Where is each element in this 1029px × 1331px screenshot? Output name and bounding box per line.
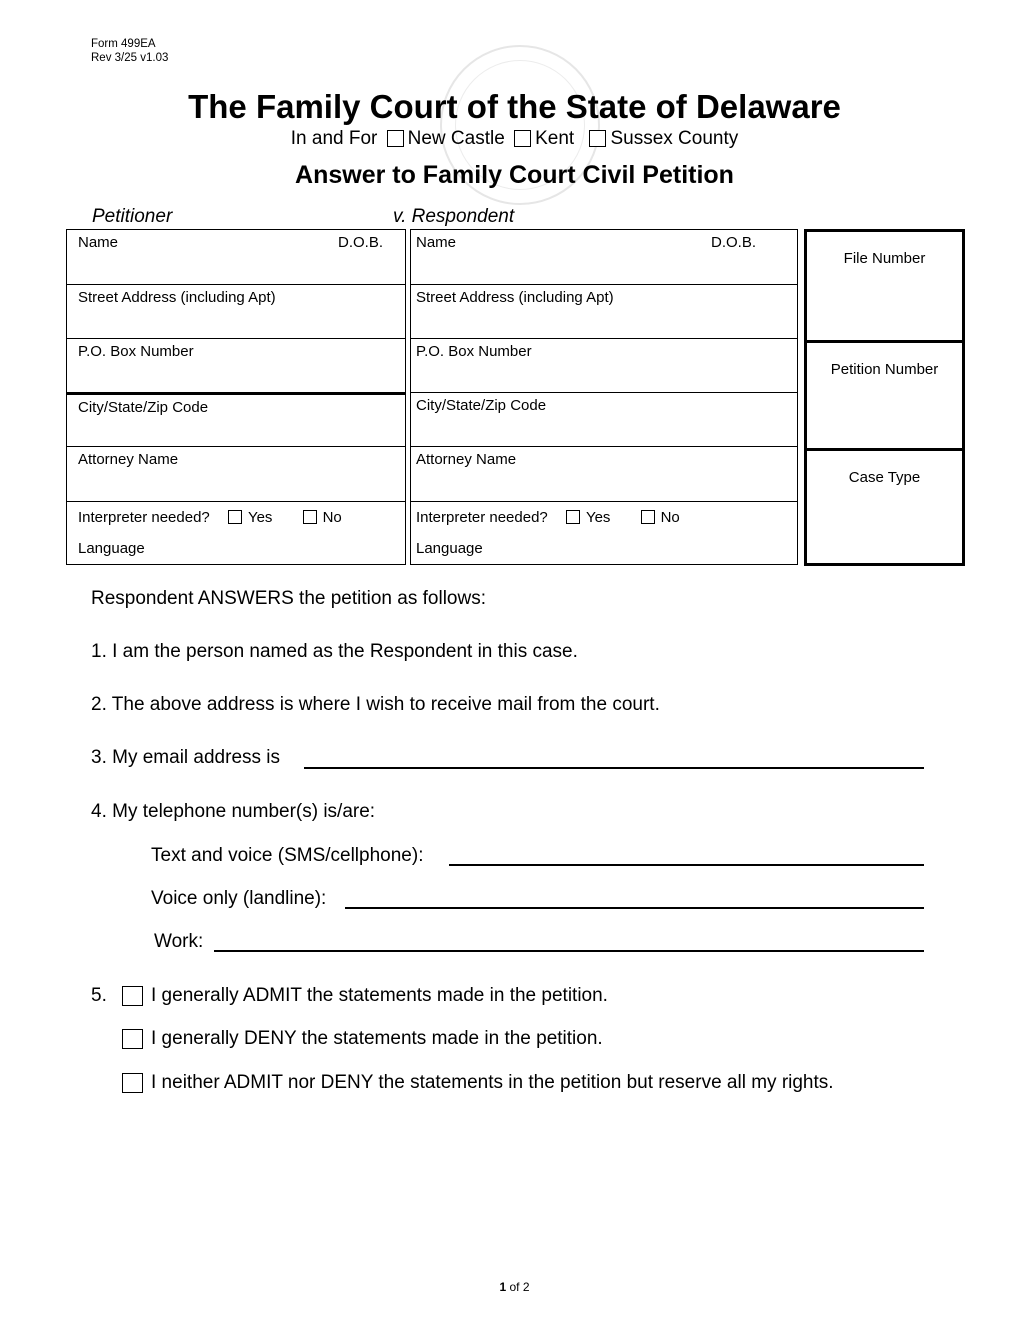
current-page: 1: [499, 1280, 507, 1294]
petitioner-attorney-field[interactable]: [67, 446, 405, 501]
attorney-label: Attorney Name: [416, 451, 517, 468]
respondent-interpreter-no-checkbox[interactable]: [641, 510, 655, 524]
form-number: Form 499EA: [91, 38, 156, 50]
form-revision: Rev 3/25 v1.03: [91, 52, 169, 64]
item-5-number: 5.: [91, 985, 107, 1006]
page-total: of 2: [509, 1280, 530, 1294]
file-number-field[interactable]: [807, 232, 962, 340]
street-label: Street Address (including Apt): [78, 289, 276, 306]
work-phone-input-line[interactable]: [214, 950, 924, 952]
respondent-name-field[interactable]: [411, 230, 797, 284]
street-label: Street Address (including Apt): [416, 289, 614, 306]
respondent-interpreter-field: [411, 501, 797, 564]
neither-label: I neither ADMIT nor DENY the statements in the petition but reserve all my rights.: [151, 1072, 834, 1093]
petitioner-street-field[interactable]: [67, 284, 405, 338]
page-number: [0, 1280, 1029, 1294]
court-title: The Family Court of the State of Delaware: [188, 88, 841, 125]
respondent-interpreter-yes-checkbox[interactable]: [566, 510, 580, 524]
email-input-line[interactable]: [304, 767, 924, 769]
city-label: City/State/Zip Code: [78, 399, 209, 416]
case-type-field[interactable]: [807, 448, 962, 563]
landline-phone-input-line[interactable]: [345, 907, 924, 909]
petitioner-label: Petitioner: [92, 206, 173, 227]
dob-label: D.O.B.: [337, 234, 383, 251]
name-label: Name: [78, 234, 119, 251]
po-box-label: P.O. Box Number: [416, 343, 532, 360]
no-label: No: [322, 509, 342, 526]
petition-number-label: Petition Number: [830, 361, 939, 378]
petitioner-info-box: [66, 229, 406, 565]
petitioner-interpreter-field: [67, 501, 405, 564]
item-3: 3. My email address is: [91, 747, 281, 768]
checkbox-new-castle[interactable]: [387, 130, 404, 147]
petitioner-name-field[interactable]: [67, 230, 405, 284]
county-sussex: Sussex County: [610, 128, 739, 149]
sms-phone-input-line[interactable]: [449, 864, 924, 866]
deny-label: I generally DENY the statements made in the petition.: [151, 1028, 603, 1049]
admit-checkbox[interactable]: [122, 986, 143, 1006]
file-number-label: File Number: [843, 250, 926, 267]
item-1: 1. I am the person named as the Respondent in this case.: [91, 641, 578, 662]
neither-checkbox[interactable]: [122, 1073, 143, 1093]
work-label: Work:: [154, 931, 204, 952]
petition-number-field[interactable]: [807, 340, 962, 448]
interpreter-label: Interpreter needed?: [78, 509, 210, 526]
deny-checkbox[interactable]: [122, 1029, 143, 1049]
respondent-city-field[interactable]: [411, 392, 797, 446]
yes-label: Yes: [585, 509, 611, 526]
petitioner-interpreter-no-checkbox[interactable]: [303, 510, 317, 524]
checkbox-kent[interactable]: [514, 130, 531, 147]
yes-label: Yes: [247, 509, 273, 526]
form-title: Answer to Family Court Civil Petition: [295, 161, 734, 189]
po-box-label: P.O. Box Number: [78, 343, 194, 360]
dob-label: D.O.B.: [710, 234, 756, 251]
sms-label: Text and voice (SMS/cellphone):: [151, 845, 424, 866]
respondent-label: v. Respondent: [393, 206, 515, 227]
name-label: Name: [416, 234, 457, 251]
in-and-for-label: In and For: [290, 128, 378, 149]
landline-label: Voice only (landline):: [151, 888, 327, 909]
item-4: 4. My telephone number(s) is/are:: [91, 801, 376, 822]
checkbox-sussex[interactable]: [589, 130, 606, 147]
county-new-castle: New Castle: [407, 128, 505, 149]
answer-intro: Respondent ANSWERS the petition as follows:: [91, 588, 486, 609]
court-use-box: [804, 229, 965, 566]
city-label: City/State/Zip Code: [416, 397, 547, 414]
interpreter-label: Interpreter needed?: [416, 509, 548, 526]
admit-label: I generally ADMIT the statements made in the petition.: [151, 985, 608, 1006]
respondent-street-field[interactable]: [411, 284, 797, 338]
no-label: No: [660, 509, 680, 526]
petitioner-interpreter-yes-checkbox[interactable]: [228, 510, 242, 524]
respondent-info-box: [410, 229, 798, 565]
county-kent: Kent: [535, 128, 575, 149]
petitioner-po-box-field[interactable]: [67, 338, 405, 392]
respondent-po-box-field[interactable]: [411, 338, 797, 392]
respondent-attorney-field[interactable]: [411, 446, 797, 501]
attorney-label: Attorney Name: [78, 451, 179, 468]
county-selector: [0, 128, 1029, 150]
petitioner-city-field[interactable]: [67, 392, 405, 446]
respondent-language-field[interactable]: Language: [416, 540, 483, 557]
petitioner-language-field[interactable]: Language: [78, 540, 145, 557]
case-type-label: Case Type: [848, 469, 921, 486]
item-2: 2. The above address is where I wish to receive mail from the court.: [91, 694, 660, 715]
